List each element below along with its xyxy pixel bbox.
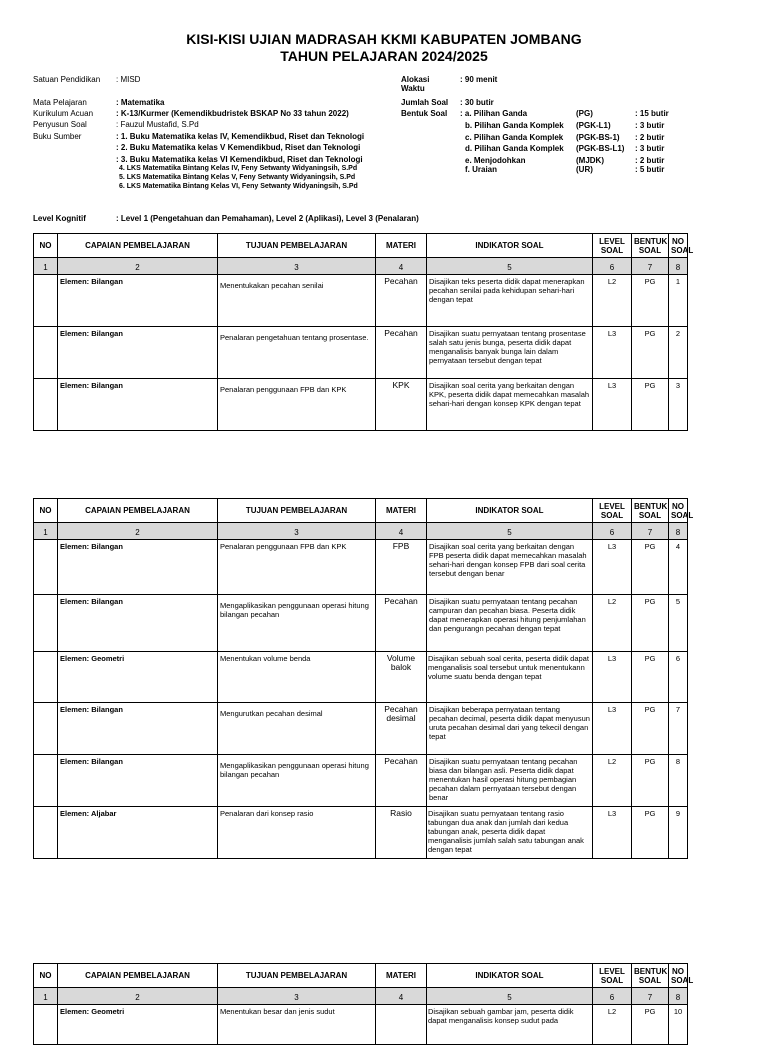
cell-indikator: Disajikan sebuah gambar jam, peserta didik dapat menganalisis konsep sudut pada — [427, 1005, 593, 1045]
waktu-label: Waktu — [401, 84, 425, 93]
cell-no — [34, 327, 58, 379]
col-number: 6 — [593, 523, 632, 540]
header-indikator: INDIKATOR SOAL — [427, 964, 593, 988]
col-number: 4 — [376, 258, 427, 275]
cell-no — [34, 275, 58, 327]
bentuk-label: Bentuk Soal — [401, 109, 448, 118]
cell-nosoal: 10 — [669, 1005, 688, 1045]
bentuk-name-f: f. Uraian — [465, 165, 498, 174]
bentuk-count-d: : 3 butir — [635, 144, 665, 153]
cell-materi: Volume balok — [376, 652, 427, 703]
satuan-label: Satuan Pendidikan — [33, 75, 101, 84]
cell-bentuk: PG — [632, 755, 669, 807]
header-materi: MATERI — [376, 964, 427, 988]
cell-no — [34, 652, 58, 703]
bentuk-code-f: (UR) — [576, 165, 593, 174]
cell-tp: Menentukan besar dan jenis sudut — [218, 1005, 376, 1045]
cell-tp: Penalaran penggunaan FPB dan KPK — [218, 540, 376, 595]
col-number: 5 — [427, 258, 593, 275]
kurikulum-value: : K-13/Kurmer (Kemendikbudristek BSKAP No 33 tahun 2022) — [116, 109, 349, 118]
cell-bentuk: PG — [632, 652, 669, 703]
penyusun-label: Penyusun Soal — [33, 120, 87, 129]
header-no: NO — [34, 964, 58, 988]
header-tp: TUJUAN PEMBELAJARAN — [218, 234, 376, 258]
cell-bentuk: PG — [632, 595, 669, 652]
cell-level: L2 — [593, 755, 632, 807]
cell-materi: Pecahan — [376, 327, 427, 379]
cell-materi: KPK — [376, 379, 427, 431]
header-indikator: INDIKATOR SOAL — [427, 499, 593, 523]
cell-level: L3 — [593, 807, 632, 859]
cell-bentuk: PG — [632, 703, 669, 755]
cell-materi: Pecahan — [376, 275, 427, 327]
cell-bentuk: PG — [632, 379, 669, 431]
header-level-1: LEVEL — [599, 966, 625, 976]
bentuk-code-a: (PG) — [576, 109, 593, 118]
cell-nosoal: 4 — [669, 540, 688, 595]
cell-no — [34, 540, 58, 595]
cell-indikator: Disajikan suatu pernyataan tentang pecahan campuran dan pecahan biasa. Peserta didik dapat menerapkan operasi hitung penjumlahan dan pengurangn pecahan dengan tepat — [427, 595, 593, 652]
cell-no — [34, 595, 58, 652]
header-nosoal — [669, 234, 694, 258]
cell-indikator: Disajikan suatu pernyataan tentang rasio tabungan dua anak dan jumlah dari kedua tabungan anak, peserta didik dapat menganalisis jumlah salah satu tabungan anak dengan tepat — [427, 807, 593, 859]
cell-nosoal: 1 — [669, 275, 688, 327]
col-number: 2 — [58, 523, 218, 540]
col-number: 6 — [593, 258, 632, 275]
cell-cp: Elemen: Bilangan — [58, 379, 218, 431]
table-row — [34, 755, 688, 807]
cell-bentuk: PG — [632, 540, 669, 595]
header-nosoal-1: NO — [672, 236, 684, 246]
cell-nosoal: 9 — [669, 807, 688, 859]
cell-materi: Pecahan desimal — [376, 703, 427, 755]
cell-tp: Mengaplikasikan penggunaan operasi hitung bilangan pecahan — [218, 755, 376, 807]
level-label: Level Kognitif — [33, 214, 86, 223]
bentuk-code-e: (MJDK) — [576, 156, 604, 165]
bentuk-count-e: : 2 butir — [635, 156, 665, 165]
cell-no — [34, 379, 58, 431]
header-bentuk-1: BENTUK — [634, 966, 668, 976]
cell-cp: Elemen: Bilangan — [58, 540, 218, 595]
bentuk-name-d: d. Pilihan Ganda Komplek — [465, 144, 564, 153]
header-tp: TUJUAN PEMBELAJARAN — [218, 964, 376, 988]
cell-nosoal: 8 — [669, 755, 688, 807]
header-level — [593, 964, 632, 988]
cell-bentuk: PG — [632, 1005, 669, 1045]
cell-indikator: Disajikan sebuah soal cerita, peserta didik dapat menganalisis soal tersebut untuk menentukann volume suatu benda dengan tepat — [427, 652, 593, 703]
header-level-2: SOAL — [600, 975, 624, 985]
header-level-1: LEVEL — [599, 501, 625, 511]
col-number: 5 — [427, 988, 593, 1005]
level-value: : Level 1 (Pengetahuan dan Pemahaman), Level 2 (Aplikasi), Level 3 (Penalaran) — [116, 214, 419, 223]
cell-cp: Elemen: Bilangan — [58, 703, 218, 755]
bentuk-name-b: b. Pilihan Ganda Komplek — [465, 121, 564, 130]
cell-tp: Menentukakan pecahan senilai — [218, 275, 376, 327]
cell-level: L3 — [593, 703, 632, 755]
header-level-2: SOAL — [600, 510, 624, 520]
kurikulum-label: Kurikulum Acuan — [33, 109, 94, 118]
cell-nosoal: 2 — [669, 327, 688, 379]
cell-tp: Penalaran pengetahuan tentang prosentase. — [218, 327, 376, 379]
cell-indikator: Disajikan teks peserta didik dapat menerapkan pecahan senilai pada kehidupan sehari-hari dengan tepat — [427, 275, 593, 327]
table-header-row — [34, 499, 688, 523]
bentuk-code-c: (PGK-BS-1) — [576, 133, 620, 142]
document-title: KISI-KISI UJIAN MADRASAH KKMI KABUPATEN JOMBANG — [186, 31, 582, 47]
table-row — [34, 703, 688, 755]
cell-level: L2 — [593, 275, 632, 327]
header-indikator: INDIKATOR SOAL — [427, 234, 593, 258]
mapel-label: Mata Pelajaran — [33, 98, 87, 107]
jumlah-value: : 30 butir — [460, 98, 494, 107]
kisi-table-1 — [33, 233, 694, 431]
table-header-row — [34, 234, 688, 258]
table-row — [34, 379, 688, 431]
bentuk-count-b: : 3 butir — [635, 121, 665, 130]
header-level-2: SOAL — [600, 245, 624, 255]
header-nosoal-2: SOAL — [671, 510, 694, 520]
col-number: 1 — [34, 523, 58, 540]
cell-cp: Elemen: Geometri — [58, 652, 218, 703]
cell-cp: Elemen: Bilangan — [58, 595, 218, 652]
cell-tp: Mengurutkan pecahan desimal — [218, 703, 376, 755]
header-level — [593, 499, 632, 523]
cell-cp: Elemen: Bilangan — [58, 327, 218, 379]
cell-materi: Pecahan — [376, 755, 427, 807]
col-number: 4 — [376, 523, 427, 540]
header-bentuk-2: SOAL — [638, 245, 662, 255]
cell-level: L3 — [593, 379, 632, 431]
table-row — [34, 275, 688, 327]
alokasi-value: : 90 menit — [460, 75, 498, 84]
column-number-row — [34, 988, 688, 1005]
cell-cp: Elemen: Geometri — [58, 1005, 218, 1045]
header-level-1: LEVEL — [599, 236, 625, 246]
cell-level: L3 — [593, 327, 632, 379]
column-number-row — [34, 523, 688, 540]
col-number: 5 — [427, 523, 593, 540]
cell-indikator: Disajikan soal cerita yang berkaitan dengan KPK, peserta didik dapat memecahkan masalah sehari-hari dengan konsep KPK dengan tepat — [427, 379, 593, 431]
header-nosoal-2: SOAL — [671, 975, 694, 985]
col-number: 7 — [632, 258, 669, 275]
buku-item-5: 5. LKS Matematika Bintang Kelas V, Feny Setwanty Widyaningsih, S.Pd — [119, 174, 356, 181]
header-cp: CAPAIAN PEMBELAJARAN — [58, 234, 218, 258]
cell-no — [34, 1005, 58, 1045]
bentuk-count-a: : 15 butir — [635, 109, 669, 118]
cell-no — [34, 807, 58, 859]
jumlah-label: Jumlah Soal — [401, 98, 449, 107]
buku-item-6: 6. LKS Matematika Bintang Kelas VI, Feny Setwanty Widyaningsih, S.Pd — [119, 183, 358, 190]
table-row — [34, 652, 688, 703]
bentuk-name-e: e. Menjodohkan — [465, 156, 526, 165]
cell-bentuk: PG — [632, 275, 669, 327]
penyusun-value: : Fauzul Mustafid, S.Pd — [116, 120, 199, 129]
header-tp: TUJUAN PEMBELAJARAN — [218, 499, 376, 523]
cell-nosoal: 6 — [669, 652, 688, 703]
buku-item-4: 4. LKS Matematika Bintang Kelas IV, Feny Setwanty Widyaningsih, S.Pd — [119, 165, 358, 172]
header-nosoal-1: NO — [672, 966, 684, 976]
cell-level: L2 — [593, 1005, 632, 1045]
cell-bentuk: PG — [632, 327, 669, 379]
table-row — [34, 807, 688, 859]
header-materi: MATERI — [376, 499, 427, 523]
kisi-table-3 — [33, 963, 694, 1045]
col-number: 2 — [58, 988, 218, 1005]
header-materi: MATERI — [376, 234, 427, 258]
cell-indikator: Disajikan beberapa pernyataan tentang pecahan decimal, peserta didik dapat menyusun uruta pecahan desimal dari yang tekecil dengan tepat — [427, 703, 593, 755]
col-number: 8 — [669, 988, 688, 1005]
buku-item-1: : 1. Buku Matematika kelas IV, Kemendikbud, Riset dan Teknologi — [116, 132, 365, 141]
satuan-value: : MISD — [116, 75, 141, 84]
cell-nosoal: 7 — [669, 703, 688, 755]
col-number: 8 — [669, 523, 688, 540]
header-level — [593, 234, 632, 258]
document-subtitle: TAHUN PELAJARAN 2024/2025 — [280, 48, 488, 64]
kisi-table-2 — [33, 498, 694, 859]
header-no: NO — [34, 499, 58, 523]
col-number: 4 — [376, 988, 427, 1005]
table-row — [34, 1005, 688, 1045]
bentuk-count-f: : 5 butir — [635, 165, 665, 174]
header-nosoal-1: NO — [672, 501, 684, 511]
cell-cp: Elemen: Aljabar — [58, 807, 218, 859]
col-number: 6 — [593, 988, 632, 1005]
column-number-row — [34, 258, 688, 275]
cell-no — [34, 755, 58, 807]
header-nosoal — [669, 964, 694, 988]
col-number: 3 — [218, 523, 376, 540]
cell-indikator: Disajikan suatu pernyataan tentang pecahan biasa dan bilangan asli. Peserta didik dapat menentukan hasil operasi hitung pembagian pecahan dalam pernyataan tersebut dengan benar — [427, 755, 593, 807]
cell-tp: Menentukan volume benda — [218, 652, 376, 703]
cell-materi — [376, 1005, 427, 1045]
buku-item-3: : 3. Buku Matematika kelas VI Kemendikbud, Riset dan Teknologi — [116, 155, 363, 164]
col-number: 3 — [218, 988, 376, 1005]
bentuk-name-c: c. Pilihan Ganda Komplek — [465, 133, 564, 142]
header-nosoal-2: SOAL — [671, 245, 694, 255]
cell-materi: Rasio — [376, 807, 427, 859]
col-number: 1 — [34, 988, 58, 1005]
table-row — [34, 595, 688, 652]
col-number: 1 — [34, 258, 58, 275]
header-no: NO — [34, 234, 58, 258]
cell-cp: Elemen: Bilangan — [58, 755, 218, 807]
bentuk-name-a: : a. Pilihan Ganda — [460, 109, 528, 118]
cell-tp: Mengaplikasikan penggunaan operasi hitung bilangan pecahan — [218, 595, 376, 652]
table-header-row — [34, 964, 688, 988]
col-number: 7 — [632, 988, 669, 1005]
col-number: 2 — [58, 258, 218, 275]
header-bentuk — [632, 964, 669, 988]
cell-level: L2 — [593, 595, 632, 652]
bentuk-code-b: (PGK-L1) — [576, 121, 611, 130]
col-number: 8 — [669, 258, 688, 275]
header-cp: CAPAIAN PEMBELAJARAN — [58, 499, 218, 523]
cell-cp: Elemen: Bilangan — [58, 275, 218, 327]
alokasi-label: Alokasi — [401, 75, 430, 84]
header-cp: CAPAIAN PEMBELAJARAN — [58, 964, 218, 988]
bentuk-code-d: (PGK-BS-L1) — [576, 144, 625, 153]
table-row — [34, 540, 688, 595]
cell-indikator: Disajikan soal cerita yang berkaitan dengan FPB peserta didik dapat memecahkan masalah sehari-hari dengan konsep FPB dari soal cerita tersebut dengan benar — [427, 540, 593, 595]
header-bentuk — [632, 234, 669, 258]
cell-level: L3 — [593, 652, 632, 703]
cell-materi: Pecahan — [376, 595, 427, 652]
cell-indikator: Disajikan suatu pernyataan tentang prosentase salah satu jenis bunga, peserta didik dapat menganalisis banyak bunga lain dalam pernyataan tersebut dengan tepat — [427, 327, 593, 379]
mapel-value: : Matematika — [116, 98, 165, 107]
header-bentuk-2: SOAL — [638, 975, 662, 985]
header-bentuk-1: BENTUK — [634, 501, 668, 511]
cell-bentuk: PG — [632, 807, 669, 859]
header-bentuk-1: BENTUK — [634, 236, 668, 246]
table-row — [34, 327, 688, 379]
cell-nosoal: 3 — [669, 379, 688, 431]
cell-nosoal: 5 — [669, 595, 688, 652]
header-nosoal — [669, 499, 694, 523]
cell-no — [34, 703, 58, 755]
cell-level: L3 — [593, 540, 632, 595]
buku-label: Buku Sumber — [33, 132, 82, 141]
bentuk-count-c: : 2 butir — [635, 133, 665, 142]
header-bentuk — [632, 499, 669, 523]
cell-materi: FPB — [376, 540, 427, 595]
cell-tp: Penalaran dari konsep rasio — [218, 807, 376, 859]
cell-tp: Penalaran penggunaan FPB dan KPK — [218, 379, 376, 431]
buku-item-2: : 2. Buku Matematika kelas V Kemendikbud, Riset dan Teknologi — [116, 143, 361, 152]
header-bentuk-2: SOAL — [638, 510, 662, 520]
col-number: 7 — [632, 523, 669, 540]
col-number: 3 — [218, 258, 376, 275]
